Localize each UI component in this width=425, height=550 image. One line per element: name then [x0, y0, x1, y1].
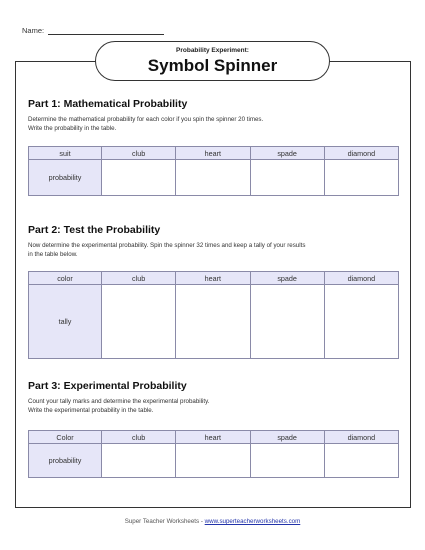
tally-cell-spade[interactable] [250, 285, 324, 359]
name-label: Name: [22, 26, 45, 35]
worksheet-subtitle: Probability Experiment: [176, 47, 249, 54]
table-header-cell: heart [176, 272, 250, 285]
part2-instructions-line1: Now determine the experimental probability. Spin the spinner 32 times and keep a tally of your results [28, 242, 306, 249]
table-row [29, 160, 399, 196]
part1-section [28, 98, 398, 133]
table-row [29, 285, 399, 359]
name-blank-line[interactable] [48, 27, 164, 35]
answer-cell-heart[interactable] [176, 160, 250, 196]
table-header-row [29, 431, 399, 444]
table-header-row [29, 147, 399, 160]
answer-cell-heart[interactable] [176, 444, 250, 478]
table-header-cell: club [102, 147, 176, 160]
table-header-cell: Color [29, 431, 102, 444]
table-header-cell: color [29, 272, 102, 285]
part3-table [28, 430, 399, 478]
answer-cell-club[interactable] [102, 444, 176, 478]
table-header-cell: suit [29, 147, 102, 160]
table-header-cell: heart [176, 431, 250, 444]
table-header-cell: diamond [324, 431, 398, 444]
part1-table [28, 146, 399, 196]
table-header-cell: spade [250, 147, 324, 160]
row-label: probability [29, 160, 102, 196]
title-banner [95, 41, 330, 81]
row-label: probability [29, 444, 102, 478]
part1-instructions-line1: Determine the mathematical probability for each color if you spin the spinner 20 times. [28, 116, 264, 123]
footer-brand: Super Teacher Worksheets [124, 518, 200, 525]
table-header-cell: club [102, 431, 176, 444]
answer-cell-diamond[interactable] [324, 444, 398, 478]
answer-cell-spade[interactable] [250, 160, 324, 196]
worksheet-title: Symbol Spinner [147, 56, 278, 75]
tally-cell-club[interactable] [102, 285, 176, 359]
tally-cell-diamond[interactable] [324, 285, 398, 359]
table-header-cell: diamond [324, 272, 398, 285]
footer [0, 518, 425, 525]
part3-section [28, 380, 398, 415]
table-header-cell: heart [176, 147, 250, 160]
table-header-cell: spade [250, 272, 324, 285]
part3-instructions-line1: Count your tally marks and determine the experimental probability. [28, 398, 210, 405]
tally-cell-heart[interactable] [176, 285, 250, 359]
part2-table [28, 271, 399, 359]
part2-section [28, 224, 398, 259]
table-row [29, 444, 399, 478]
footer-separator: - [200, 518, 203, 525]
table-header-cell: diamond [324, 147, 398, 160]
row-label: tally [29, 285, 102, 359]
table-header-cell: club [102, 272, 176, 285]
answer-cell-diamond[interactable] [324, 160, 398, 196]
answer-cell-club[interactable] [102, 160, 176, 196]
part3-instructions-line2: Write the experimental probability in the table. [28, 407, 154, 414]
table-header-row [29, 272, 399, 285]
name-field [22, 26, 164, 35]
table-header-cell: spade [250, 431, 324, 444]
footer-url-link[interactable]: www.superteacherworksheets.com [204, 518, 301, 525]
part2-instructions-line2: in the table below. [28, 251, 78, 258]
part1-heading: Part 1: Mathematical Probability [28, 98, 188, 110]
answer-cell-spade[interactable] [250, 444, 324, 478]
part2-heading: Part 2: Test the Probability [28, 224, 161, 236]
part1-instructions-line2: Write the probability in the table. [28, 125, 117, 132]
part3-heading: Part 3: Experimental Probability [28, 380, 187, 392]
